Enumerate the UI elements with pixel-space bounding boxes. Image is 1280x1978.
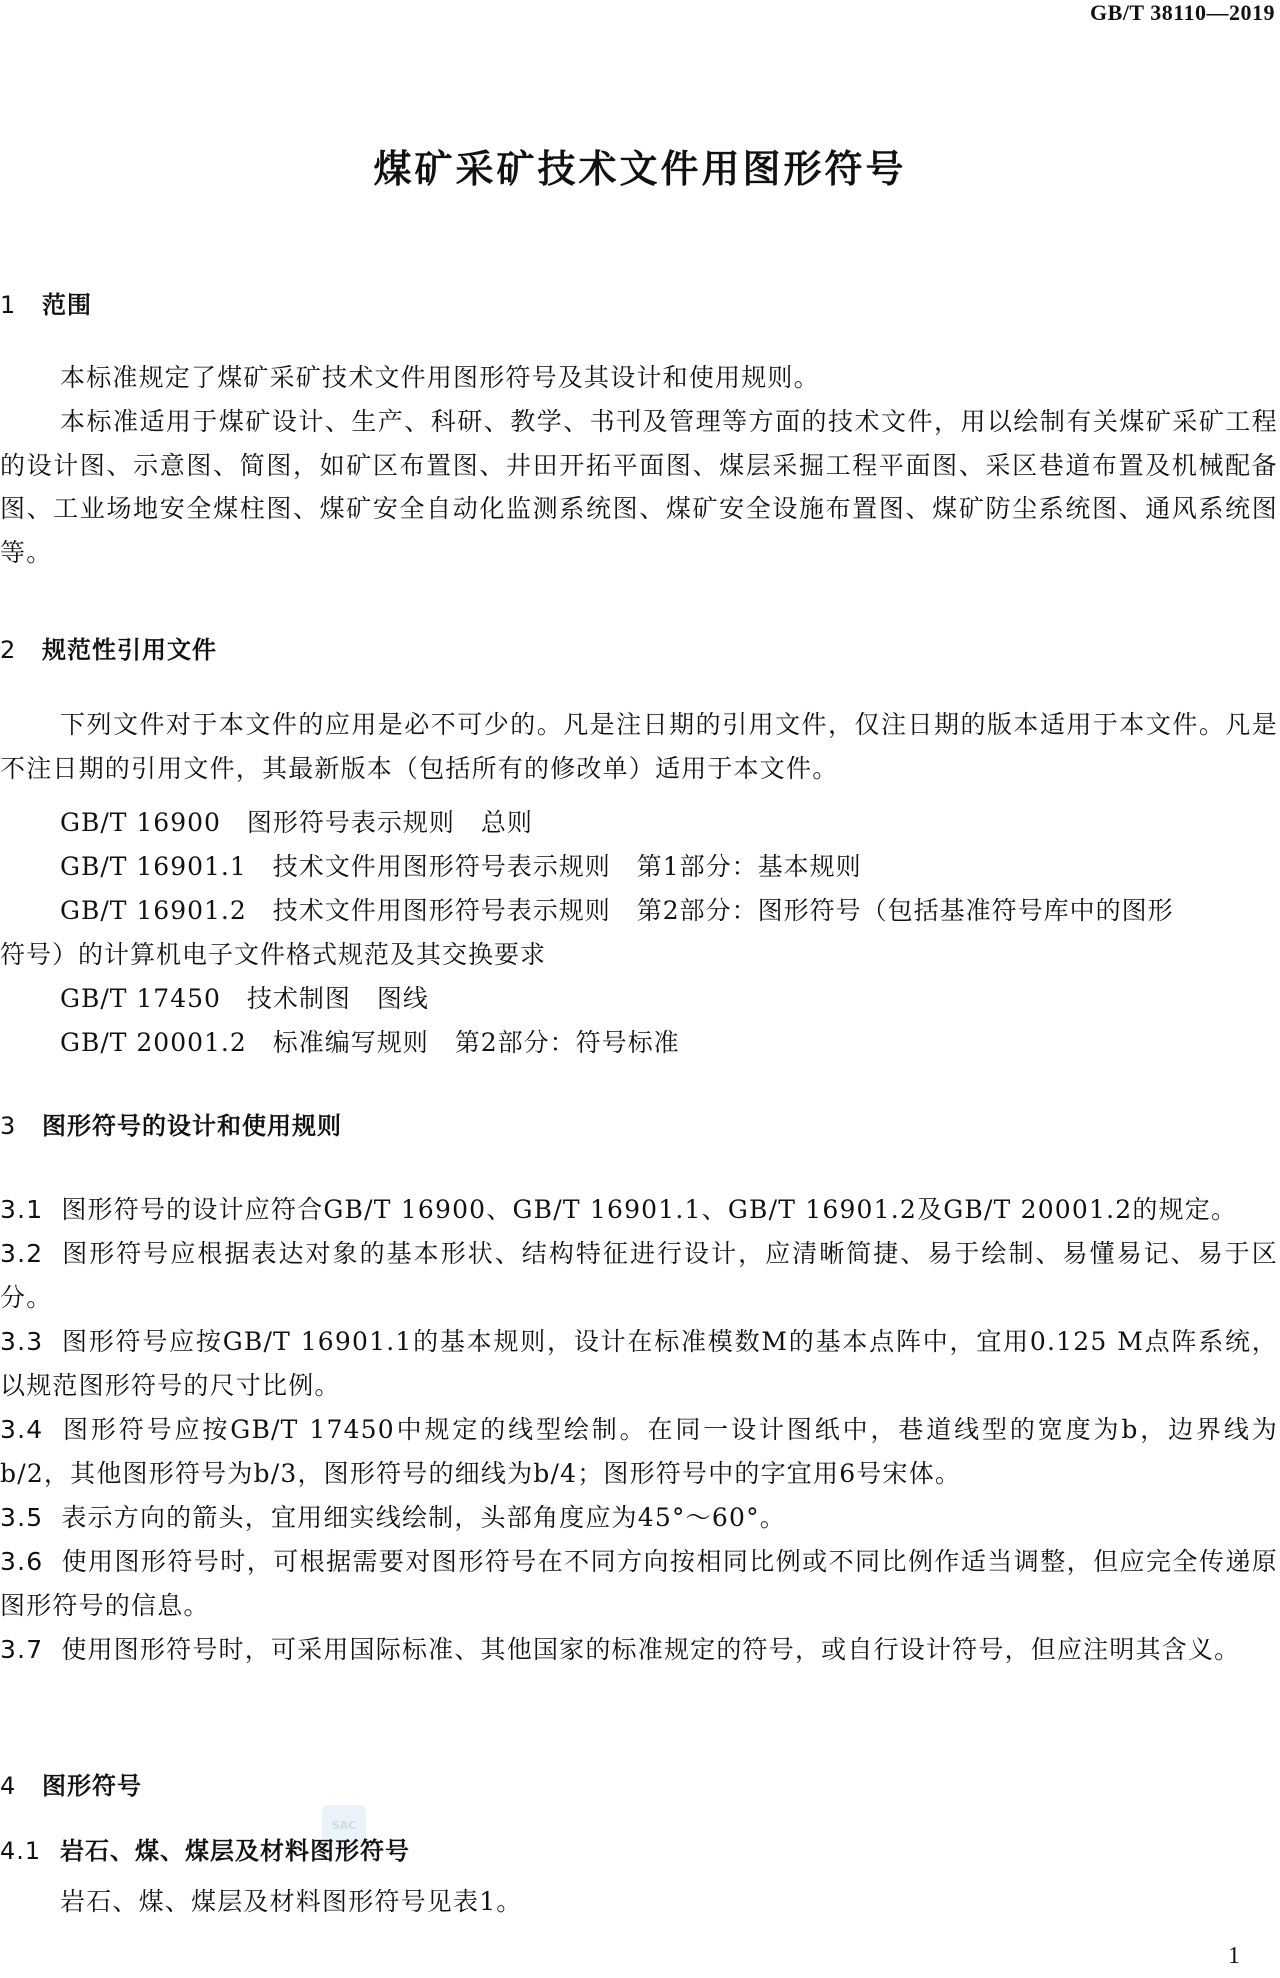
clause-text: 图形符号应按GB/T 17450中规定的线型绘制。在同一设计图纸中，巷道线型的宽度为b，边界线为b/2，其他图形符号为b/3，图形符号的细线为b/4；图形符号中的字宜用6号宋体。 — [0, 1415, 1278, 1488]
subsection-4-1-heading — [0, 1831, 410, 1866]
clause-3-3 — [0, 1320, 1278, 1407]
section-1-title: 范围 — [42, 291, 92, 319]
clause-3-4 — [0, 1408, 1278, 1495]
clause-number: 3.6 — [0, 1547, 44, 1576]
section-4-title: 图形符号 — [42, 1772, 142, 1800]
subsection-4-1-title: 岩石、煤、煤层及材料图形符号 — [60, 1837, 410, 1865]
sac-watermark-logo: SAC — [322, 1805, 366, 1845]
clause-3-5 — [0, 1496, 1278, 1540]
page-number: 1 — [1228, 1943, 1240, 1969]
clause-3-6 — [0, 1540, 1278, 1627]
clause-text: 图形符号应根据表达对象的基本形状、结构特征进行设计，应清晰简捷、易于绘制、易懂易记、易于区分。 — [0, 1239, 1278, 1312]
reference-item: GB/T 16901.2 技术文件用图形符号表示规则 第2部分：图形符号（包括基准符号库中的图形 — [60, 896, 1174, 925]
section-4-number: 4 — [0, 1772, 17, 1800]
clause-text: 图形符号应按GB/T 16901.1的基本规则，设计在标准模数M的基本点阵中，宜用0.125 M点阵系统，以规范图形符号的尺寸比例。 — [0, 1327, 1278, 1400]
section-1-paragraph-1: 本标准规定了煤矿采矿技术文件用图形符号及其设计和使用规则。 — [60, 363, 820, 392]
standard-code: GB/T 38110—2019 — [1090, 0, 1275, 25]
clause-text: 图形符号的设计应符合GB/T 16900、GB/T 16901.1、GB/T 16901.2及GB/T 20001.2的规定。 — [61, 1195, 1238, 1224]
section-1-paragraph-2: 本标准适用于煤矿设计、生产、科研、教学、书刊及管理等方面的技术文件，用以绘制有关煤矿采矿工程的设计图、示意图、简图，如矿区布置图、井田开拓平面图、煤层采掘工程平面图、采区巷道布置及机械配备图、工业场地安全煤柱图、煤矿安全自动化监测系统图、煤矿安全设施布置图、煤矿防尘系统图、通风系统图等。 — [0, 407, 1278, 567]
clause-number: 3.1 — [0, 1195, 44, 1224]
section-3-heading — [0, 1106, 342, 1141]
clause-number: 3.7 — [0, 1635, 44, 1664]
section-1-number: 1 — [0, 291, 17, 319]
section-4-heading — [0, 1766, 142, 1801]
section-2-paragraph-1: 下列文件对于本文件的应用是必不可少的。凡是注日期的引用文件，仅注日期的版本适用于本文件。凡是不注日期的引用文件，其最新版本（包括所有的修改单）适用于本文件。 — [0, 710, 1278, 783]
clause-text: 使用图形符号时，可采用国际标准、其他国家的标准规定的符号，或自行设计符号，但应注明其含义。 — [61, 1635, 1241, 1664]
clause-text: 表示方向的箭头，宜用细实线绘制，头部角度应为45°～60°。 — [61, 1503, 786, 1532]
section-3-number: 3 — [0, 1112, 17, 1140]
section-2-number: 2 — [0, 636, 17, 664]
clause-number: 3.5 — [0, 1503, 44, 1532]
clause-3-1 — [0, 1188, 1278, 1232]
clause-text: 使用图形符号时，可根据需要对图形符号在不同方向按相同比例或不同比例作适当调整，但应完全传递原图形符号的信息。 — [0, 1547, 1278, 1620]
reference-item-continuation: 符号）的计算机电子文件格式规范及其交换要求 — [0, 940, 547, 969]
section-2-heading — [0, 630, 217, 665]
section-4-paragraph-1: 岩石、煤、煤层及材料图形符号见表1。 — [60, 1887, 523, 1916]
clause-3-2 — [0, 1232, 1278, 1319]
section-1-heading — [0, 285, 92, 320]
clause-number: 3.3 — [0, 1327, 44, 1356]
reference-item: GB/T 16900 图形符号表示规则 总则 — [60, 808, 533, 837]
reference-item: GB/T 16901.1 技术文件用图形符号表示规则 第1部分：基本规则 — [60, 852, 862, 881]
document-title: 煤矿采矿技术文件用图形符号 — [373, 147, 907, 191]
section-3-title: 图形符号的设计和使用规则 — [42, 1112, 342, 1140]
section-2-title: 规范性引用文件 — [42, 636, 217, 664]
reference-item: GB/T 20001.2 标准编写规则 第2部分：符号标准 — [60, 1028, 680, 1057]
clause-number: 3.4 — [0, 1415, 44, 1444]
clause-number: 3.2 — [0, 1239, 44, 1268]
reference-item: GB/T 17450 技术制图 图线 — [60, 984, 429, 1013]
subsection-4-1-number: 4.1 — [0, 1837, 42, 1865]
clause-3-7 — [0, 1628, 1278, 1672]
